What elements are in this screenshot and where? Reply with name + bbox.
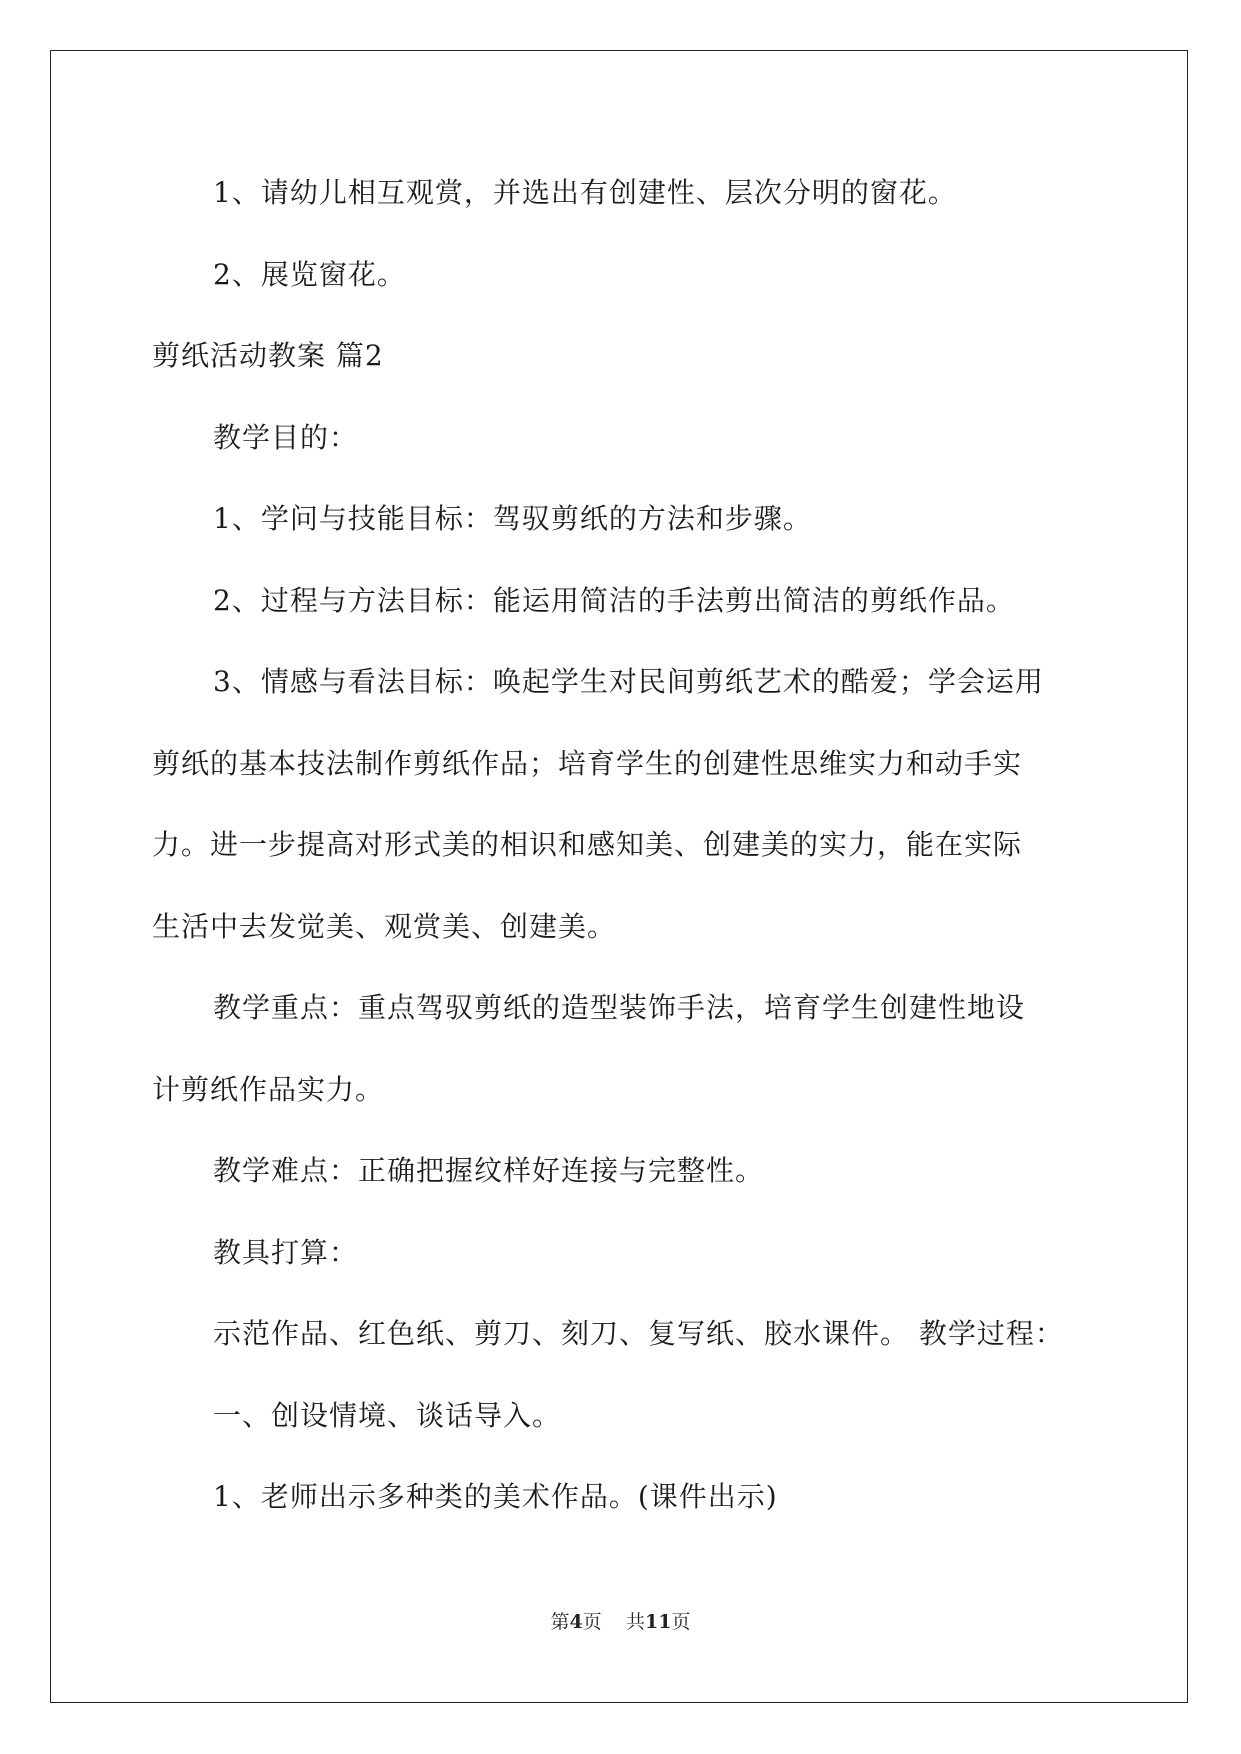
text-line: 教具打算： <box>213 1236 359 1269</box>
text-line: 教学目的： <box>213 421 359 454</box>
section-heading: 剪纸活动教案 篇2 <box>152 339 384 372</box>
text-line: 1、学问与技能目标：驾驭剪纸的方法和步骤。 <box>213 502 812 535</box>
footer-total-pages: 11 <box>644 1611 672 1633</box>
text-line: 力。进一步提高对形式美的相识和感知美、创建美的实力，能在实际 <box>152 828 1023 861</box>
footer-total-suffix: 页 <box>671 1611 691 1633</box>
text-line: 2、展览窗花。 <box>213 258 406 291</box>
footer-total-prefix: 共 <box>625 1611 645 1633</box>
text-line: 教学难点：正确把握纹样好连接与完整性。 <box>213 1154 765 1187</box>
footer-page-number: 4 <box>569 1611 583 1633</box>
text-line: 剪纸的基本技法制作剪纸作品；培育学生的创建性思维实力和动手实 <box>152 747 1023 780</box>
text-line: 一、创设情境、谈话导入。 <box>213 1399 562 1432</box>
footer-page-suffix: 页 <box>582 1611 602 1633</box>
text-line: 计剪纸作品实力。 <box>152 1073 385 1106</box>
text-line: 3、情感与看法目标：唤起学生对民间剪纸艺术的酷爱；学会运用 <box>213 665 1044 698</box>
page-border <box>50 50 1188 1703</box>
text-line: 1、老师出示多种类的美术作品。(课件出示) <box>213 1480 778 1513</box>
text-line: 生活中去发觉美、观赏美、创建美。 <box>152 910 617 943</box>
text-line: 2、过程与方法目标：能运用简洁的手法剪出简洁的剪纸作品。 <box>213 584 1015 617</box>
page-footer <box>0 1610 1241 1634</box>
text-line: 教学重点：重点驾驭剪纸的造型装饰手法，培育学生创建性地设 <box>213 991 1026 1024</box>
text-line: 示范作品、红色纸、剪刀、刻刀、复写纸、胶水课件。 教学过程： <box>213 1317 1064 1350</box>
text-line: 1、请幼儿相互观赏，并选出有创建性、层次分明的窗花。 <box>213 176 957 209</box>
footer-prefix: 第 <box>550 1611 570 1633</box>
